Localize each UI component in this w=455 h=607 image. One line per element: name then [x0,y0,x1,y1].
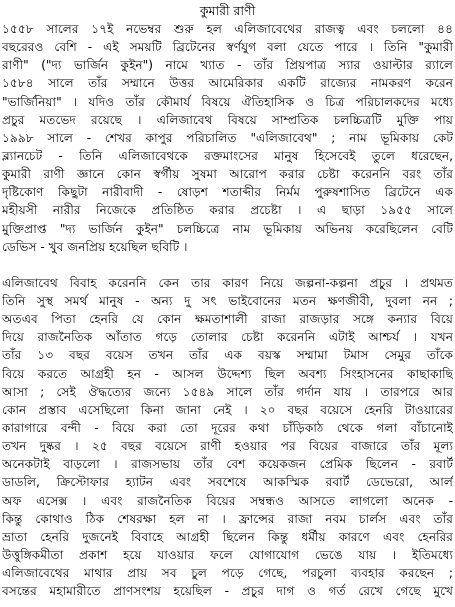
text-line: ভ্রাতা হেনরি দুজনেই বিবাহে আগ্রহী ছিলেন কিন্তু ধর্মীয় কারণে এবং হেনরির [2,529,453,544]
paragraph-spacer [2,256,453,274]
text-line: অফ এসেক্স । এবং রাজনৈতিক বিয়ের সম্বন্ধও আসতে লাগলো অনেক - [2,493,453,508]
text-line: কোন প্রস্তাব এসেছিলো কিনা জানা নেই । ২০ বছর বয়েসে হেনরি টাওয়ারের [2,402,453,417]
text-line: কারাগারে বন্দী - বিয়ে করা তো দূরের কথা চাঁড়িকাঠ থেকে গলা বাঁচানোই [2,420,453,435]
text-line: ১৫৮৪ সালে তাঁর সম্মানে উত্তর আমেরিকার একটি রাজ্যের নামকরণ করেন [2,76,453,91]
text-line: তাঁর ১৩ বছর বয়েস তখন তাঁর এক বয়স্ক সম্মামা টমাস সেমুর তাঁকে [2,348,453,363]
text-line: তিনি সুস্থ সমর্থ মানুষ - অন্য দু সৎ ভাইবোনের মতন ক্ষণজীবী, দুবলা নন ; [2,293,453,308]
text-line: ব্ল্যানচেট - তিনি এলিজাবেথকে রক্তমাংসের মানুষ হিসেবেই তুলে ধরেছেন, [2,148,453,163]
text-line: অতএব পিতা হেনরি যে কোন ক্ষমতাশালী রাজা রাজড়ার সঙ্গে কন্যার বিয়ে [2,312,453,327]
text-line: মহীয়সী নারীর নিজেকে প্রতিষ্ঠিত করার প্রচেষ্টা । এ ছাড়া ১৯৫৫ সালে [2,203,453,218]
paragraph-2 [2,274,453,601]
text-line: দিয়ে রাজনৈতিক আঁতাত গড়ে তোলার চেষ্টা করেননি এটাই আশ্চর্য । যখন [2,330,453,345]
text-line: বিয়ে করতে আগ্রহী হন - আসল উদ্দেশ্য ছিল অবশ্য সিংহাসনের কাছাকাছি [2,366,453,381]
text-line: বসন্তের মহামারীতে প্রাণসংশয় হয়েছিল - প্রচুর দাগ ও গর্ত রেখে গেছে মুখে [2,584,453,599]
text-line: রাণী" ("দ্য ভার্জিন কুইন") নামে খ্যাত - তাঁর প্রিয়পাত্র স্যার ওয়াল্টার র‍্যালে [2,58,453,73]
text-line: বছরেরও বেশি - এই সময়টি ব্রিটেনের স্বর্ণযুগ বলা যেতে পারে । তিনি "কুমারী [2,40,453,55]
text-line: ডেভিস - খুব জনপ্রিয় হয়েছিল ছবিটি । [2,239,188,254]
text-line: কুমারী রাণী জ্ঞানে কোন স্বর্গীয় সুষমা আরোপ করার চেষ্টা করেননি বরং তাঁর [2,167,453,182]
text-line: ১৫৫৮ সালের ১৭ই নভেম্বর শুরু হল এলিজাবেথের রাজত্ব এবং চললো ৪৪ [2,22,453,36]
text-line: আসা ; সেই ঔদ্ধত্যের জন্যে ১৫৪৯ সালে তাঁর গর্দান যায় । তারপরে আর [2,384,453,399]
text-line: ১৯৯৮ সালে - শেখর কাপুর পরিচালিত "এলিজাবেথ" ; নাম ভূমিকায় কেট [2,130,453,145]
text-line: অনেকটাই বাড়লো । রাজসভায় তাঁর বেশ কয়েকজন প্রেমিক ছিলেন - রবার্ট [2,457,453,472]
text-line: ডাডলি, ক্রিস্টোফার হ্যাটন এবং সবশেষে আকস্মিক রবার্ট ডেভেরো, আর্ল [2,475,453,490]
text-line: এলিজাবেথ বিবাহ করেননি কেন তার কারণ নিয়ে জল্পনা-কল্পনা প্রচুর । প্রথমত [2,275,453,290]
text-line: তখন দুষ্কর । ২৫ বছর বয়েসে রাণী হওয়ার পর বিয়ের বাজারে তাঁর মূল্য [2,439,453,454]
text-line: মুক্তিপ্রাপ্ত "দ্য ভার্জিন কুইন" চলচ্চিত্রে নাম ভূমিকায় অভিনয় করেছিলেন বেটি [2,221,453,236]
text-line: "ভার্জিনিয়া" । যদিও তাঁর কৌমার্য বিষয়ে ঐতিহাসিক ও চিত্র পরিচালকদের মধ্যে [2,94,453,109]
text-line: উত্তুঙ্গিকমীতা প্রকাশ হয়ে যাওয়ার ফলে যোগাযোগ ভেঙে যায় । ইতিমধ্যে [2,547,453,562]
text-line: প্রচুর মতভেদ রয়েছে । এলিজাবেথ বিষয়ে সাম্প্রতিক চলচ্চিত্রটি মুক্তি পায় [2,112,453,127]
text-line: কিন্তু কোথাও ঠিক শেষরক্ষা হল না । ফ্রান্সের রাজা নবম চার্লস এবং তাঁর [2,511,453,526]
text-line: দৃষ্টিকোণ কিছুটা নারীবাদী - ষোড়শ শতাব্দীর নির্মম পুরুষশাসিত ব্রিটেনে এক [2,185,453,200]
document-title: কুমারী রাণী [199,3,256,18]
text-line: এলিজাবেথের মাথার প্রায় সব চুল পড়ে গেছে, পরচুলা ব্যবহার করছেন ; [2,566,453,581]
paragraph-1 [2,20,453,256]
